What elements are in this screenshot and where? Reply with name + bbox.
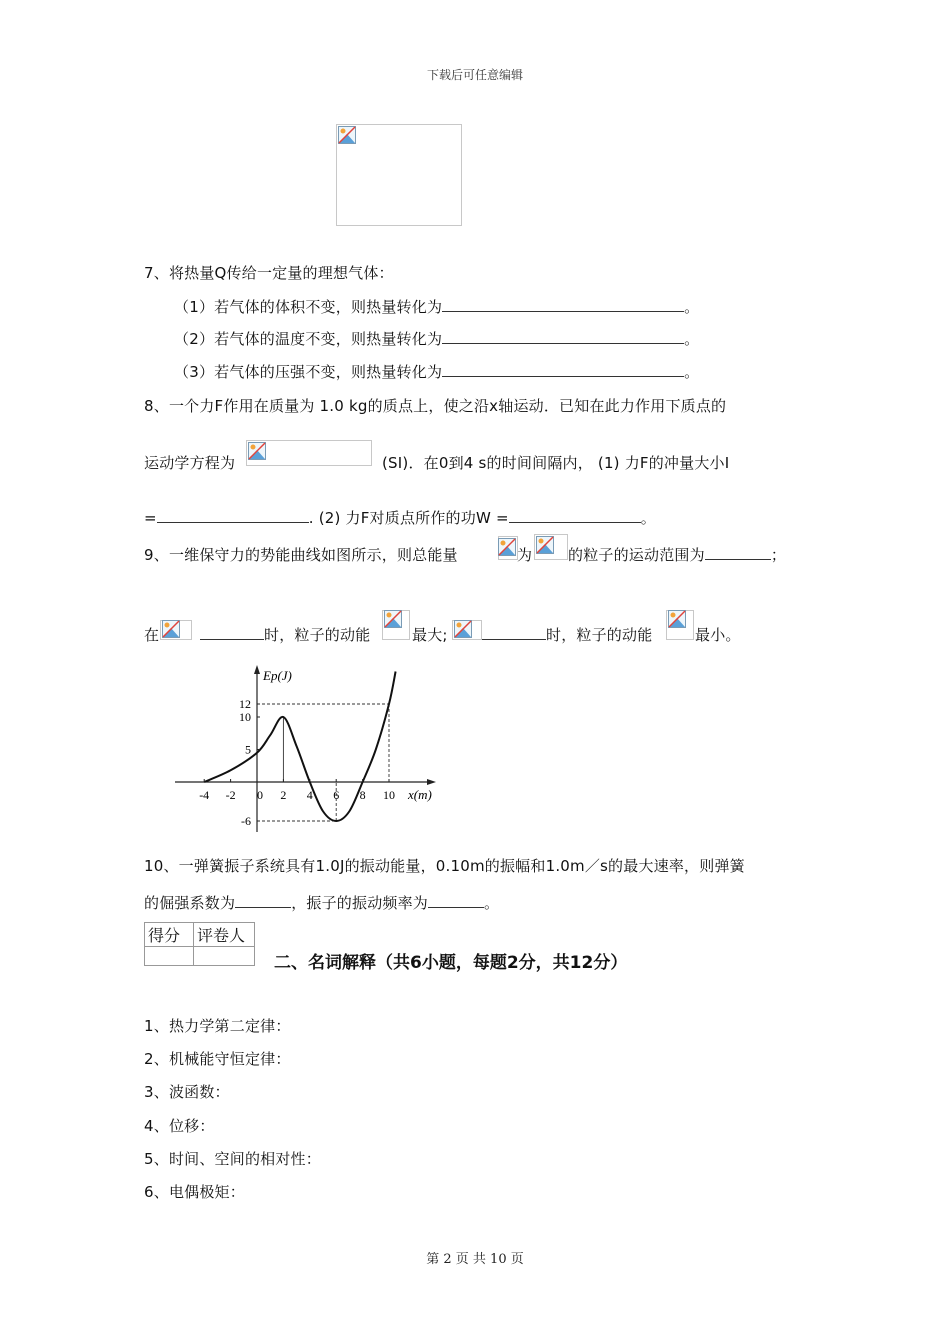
potential-energy-chart xyxy=(170,662,450,842)
term-item: 4、位移： xyxy=(144,1117,215,1135)
q8-equals: = xyxy=(144,509,157,527)
section-2-title: 二、名词解释（共6小题，每题2分，共12分） xyxy=(274,953,628,973)
q7-stem: 7、将热量Q传给一定量的理想气体： xyxy=(144,264,394,282)
q7-item-1 xyxy=(174,296,699,317)
broken-image-icon xyxy=(668,610,686,628)
q8-blank-work[interactable] xyxy=(509,508,641,523)
page-footer: 第 2 页 共 10 页 xyxy=(426,1252,524,1267)
q8-label-equation: 运动学方程为 xyxy=(144,454,236,472)
score-table xyxy=(144,922,255,966)
y-axis-arrow xyxy=(254,665,260,674)
q9-blank-x-min[interactable] xyxy=(482,625,546,640)
broken-image-icon xyxy=(498,538,516,556)
term-item: 2、机械能守恒定律： xyxy=(144,1050,291,1068)
score-header: 得分 xyxy=(145,923,194,947)
q8-line-1: 8、一个力F作用在质量为 1.0 kg的质点上，使之沿x轴运动．已知在此力作用下质点的 xyxy=(144,397,727,415)
q9-line-2d xyxy=(482,624,652,645)
q7-item-3-text: （3）若气体的压强不变，则热量转化为 xyxy=(174,363,443,381)
x-axis-label: x(m) xyxy=(408,787,432,802)
broken-image-icon xyxy=(536,536,554,554)
q7-item-2-text: （2）若气体的温度不变，则热量转化为 xyxy=(174,330,443,348)
q7-item-3 xyxy=(174,361,699,382)
q7-period-3: 。 xyxy=(684,363,700,381)
q7-blank-2[interactable] xyxy=(442,329,684,344)
grader-cell[interactable] xyxy=(194,947,255,966)
q10-blank-stiffness[interactable] xyxy=(235,893,291,908)
score-cell[interactable] xyxy=(145,947,194,966)
page-header: 下载后可任意编辑 xyxy=(426,68,523,82)
y-axis-label: Ep(J) xyxy=(263,668,292,683)
q10-period: 。 xyxy=(484,894,500,912)
q7-item-1-text: （1）若气体的体积不变，则热量转化为 xyxy=(174,298,443,316)
term-item: 5、时间、空间的相对性： xyxy=(144,1150,321,1168)
term-item: 3、波函数： xyxy=(144,1083,230,1101)
broken-image-icon xyxy=(162,620,180,638)
q8-line-3 xyxy=(144,507,656,528)
q9-range-text: 的粒子的运动范围为 xyxy=(568,546,705,564)
y-tick-label: 5 xyxy=(245,742,251,757)
q10-frequency-text: ，振子的振动频率为 xyxy=(291,894,429,912)
q9-blank-range[interactable] xyxy=(705,545,771,560)
q9-semicolon: ； xyxy=(770,546,787,564)
x-tick-label: 8 xyxy=(359,788,366,802)
x-tick-label: 6 xyxy=(333,788,340,802)
y-tick-label: 12 xyxy=(239,697,251,711)
q10-line-2 xyxy=(144,892,499,913)
term-item: 6、电偶极矩： xyxy=(144,1183,245,1201)
x-tick-label: -2 xyxy=(225,788,236,802)
q8-line-2-rest: (SI)．在0到4 s的时间间隔内， (1) 力F的冲量大小I xyxy=(382,454,730,472)
x-tick-label: 4 xyxy=(306,788,313,802)
x-tick-label: -4 xyxy=(199,788,210,802)
q9-line-1c xyxy=(568,544,786,565)
q8-work-text: . (2) 力F对质点所作的功W = xyxy=(308,509,509,527)
q9-line-1a: 9、一维保守力的势能曲线如图所示，则总能量 xyxy=(144,546,458,564)
q10-stiffness-text: 的倔强系数为 xyxy=(144,894,236,912)
q9-min-text: 最小。 xyxy=(695,626,741,644)
q7-blank-3[interactable] xyxy=(442,362,684,377)
q9-line-2b xyxy=(200,624,370,645)
x-tick-label: 10 xyxy=(383,788,395,802)
q7-item-2 xyxy=(174,328,699,349)
q9-blank-x-max[interactable] xyxy=(200,625,264,640)
x-tick-label: 0 xyxy=(257,788,263,802)
broken-image-icon xyxy=(248,442,266,460)
q9-word-zai: 在 xyxy=(144,626,160,644)
q8-blank-impulse[interactable] xyxy=(157,508,309,523)
x-tick-label: 2 xyxy=(280,788,287,802)
y-tick-label: -6 xyxy=(241,814,251,828)
broken-image-icon xyxy=(384,610,402,628)
q7-period-1: 。 xyxy=(684,298,700,316)
q7-blank-1[interactable] xyxy=(442,297,684,312)
q8-period: 。 xyxy=(640,509,656,527)
broken-image-icon xyxy=(454,620,472,638)
broken-image-icon xyxy=(338,126,356,144)
grader-header: 评卷人 xyxy=(194,923,255,947)
q9-max-text: 最大; xyxy=(412,626,448,644)
term-item: 1、热力学第二定律： xyxy=(144,1017,291,1035)
q9-kinetic-text-1: 时，粒子的动能 xyxy=(264,626,371,644)
q9-word-wei: 为 xyxy=(517,546,533,564)
q9-kinetic-text-2: 时，粒子的动能 xyxy=(546,626,653,644)
x-axis-arrow xyxy=(427,779,436,785)
q7-period-2: 。 xyxy=(684,330,700,348)
y-tick-label: 10 xyxy=(239,710,251,724)
q10-line-1: 10、一弹簧振子系统具有1.0J的振动能量，0.10m的振幅和1.0m／s的最大速率，则弹簧 xyxy=(144,857,745,875)
q10-blank-frequency[interactable] xyxy=(428,893,484,908)
